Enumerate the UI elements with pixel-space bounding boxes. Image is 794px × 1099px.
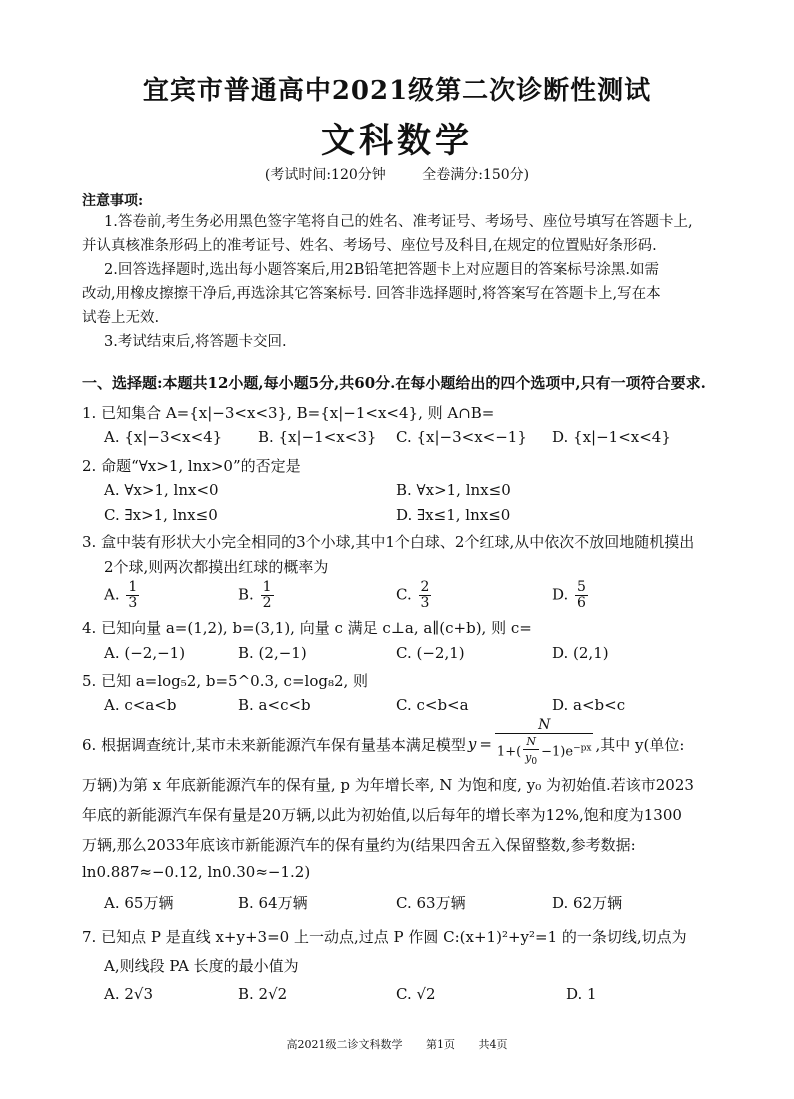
stem-text: 6. 根据调查统计,某市未来新能源汽车保有量基本满足模型: [82, 735, 466, 754]
option-d: D. 62万辆: [552, 894, 623, 912]
footer-doc: 高2021级二诊文科数学: [286, 1038, 403, 1051]
question-stem: 2. 命题“∀x>1, lnx>0”的否定是: [82, 457, 301, 475]
subject-title: 文科数学: [321, 121, 473, 161]
option-b: B. 2√2: [238, 985, 288, 1003]
fraction: [575, 580, 588, 611]
section-heading: 一、选择题:本题共12小题,每小题5分,共60分.在每小题给出的四个选项中,只有一项符合要求.: [82, 374, 706, 392]
fraction: [261, 580, 274, 611]
footer-page: 第1页: [426, 1038, 455, 1051]
denominator: 2: [262, 595, 272, 611]
exam-info: [0, 164, 794, 184]
question-stem: 4. 已知向量 a=(1,2), b=(3,1), 向量 c 满足 c⊥a, a∥(c+b), 则 c=: [82, 619, 532, 637]
footer-total: 共4页: [478, 1038, 508, 1051]
notice-line: 改动,用橡皮擦擦干净后,再选涂其它答案标号. 回答非选择题时,将答案写在答题卡上,写在本: [82, 286, 661, 302]
option-c: C. √2: [396, 985, 436, 1003]
option-a: A. 65万辆: [104, 894, 174, 912]
option-d: D. (2,1): [552, 644, 609, 662]
option-d: D. 1: [566, 985, 597, 1003]
page-footer: [0, 1036, 794, 1052]
notice-line: 2.回答选择题时,选出每小题答案后,用2B铅笔把答题卡上对应题目的答案标号涂黑.如需: [104, 262, 660, 278]
option-label: B.: [238, 585, 254, 604]
question-stem: 5. 已知 a=log₅2, b=5^0.3, c=log₈2, 则: [82, 672, 369, 690]
notice-line: 1.答卷前,考生务必用黑色签字笔将自己的姓名、准考证号、考场号、座位号填写在答题卡上,: [104, 214, 693, 230]
question-stem: A,则线段 PA 长度的最小值为: [104, 957, 299, 975]
option-b: B. a<c<b: [238, 696, 311, 714]
option-c: C. (−2,1): [396, 644, 465, 662]
option-c: C. 63万辆: [396, 894, 466, 912]
option-label: A.: [104, 585, 120, 604]
option-d: D. {x|−1<x<4}: [552, 428, 671, 446]
question-stem: 1. 已知集合 A={x|−3<x<3}, B={x|−1<x<4}, 则 A∩B=: [82, 404, 495, 422]
denominator: 6: [577, 595, 586, 611]
option-label: D.: [552, 585, 569, 604]
numerator: 2: [420, 579, 430, 595]
option-d: D. ∃x≤1, lnx≤0: [396, 506, 511, 524]
exam-score: 全卷满分:150分): [422, 167, 530, 183]
question-stem: ln0.887≈−0.12, ln0.30≈−1.2): [82, 863, 311, 881]
notice-heading: 注意事项:: [82, 193, 144, 209]
option-a: A. {x|−3<x<4}: [104, 428, 223, 446]
notice-line: 并认真核准条形码上的准考证号、姓名、考场号、座位号及科目,在规定的位置贴好条形码.: [82, 238, 657, 254]
numerator: 5: [577, 579, 586, 595]
notice-line: 试卷上无效.: [82, 310, 160, 326]
option-a: A. ∀x>1, lnx<0: [104, 481, 219, 499]
exam-title: 宜宾市普通高中2021级第二次诊断性测试: [142, 76, 652, 106]
stem-text: ,其中 y(单位:: [595, 735, 685, 754]
fraction: [126, 580, 139, 611]
option-a: A. c<a<b: [104, 696, 177, 714]
numerator: 1: [262, 579, 272, 595]
notice-line: 3.考试结束后,将答题卡交回.: [104, 334, 287, 350]
option-b: B. (2,−1): [238, 644, 307, 662]
option-a: A. 2√3: [104, 985, 154, 1003]
question-stem: 7. 已知点 P 是直线 x+y+3=0 上一动点,过点 P 作圆 C:(x+1)²+y²=1 的一条切线,切点为: [82, 928, 687, 946]
option-b: B. ∀x>1, lnx≤0: [396, 481, 511, 499]
option-c: C. {x|−3<x<−1}: [396, 428, 527, 446]
option-label: C.: [396, 585, 412, 604]
option-d: D. a<b<c: [552, 696, 626, 714]
option-d: [552, 580, 590, 611]
denominator: 3: [128, 595, 138, 611]
option-b: B. {x|−1<x<3}: [258, 428, 377, 446]
exam-time: (考试时间:120分钟: [264, 167, 386, 183]
option-b: B. 64万辆: [238, 894, 308, 912]
option-b: [238, 580, 276, 611]
question-stem: 2个球,则两次都摸出红球的概率为: [104, 558, 329, 576]
question-stem: 年底的新能源汽车保有量是20万辆,以此为初始值,以后每年的增长率为12%,饱和度为1300: [82, 806, 682, 824]
option-c: C. ∃x>1, lnx≤0: [104, 506, 218, 524]
denominator: 3: [420, 595, 430, 611]
numerator: 1: [128, 579, 138, 595]
option-c: C. c<b<a: [396, 696, 469, 714]
question-stem: 3. 盒中装有形状大小完全相同的3个小球,其中1个白球、2个红球,从中依次不放回地随机摸出: [82, 533, 695, 551]
question-stem: 万辆,那么2033年底该市新能源汽车的保有量约为(结果四舍五入保留整数,参考数据:: [82, 836, 636, 854]
model-formula: y = N 1+( $\frac{N}{y_0}$ $-1)e^{-px}$: [467, 717, 592, 768]
question-stem: [82, 717, 685, 768]
fraction: [419, 580, 432, 611]
option-a: A. (−2,−1): [104, 644, 186, 662]
option-c: [396, 580, 433, 611]
option-a: [104, 580, 141, 611]
question-stem: 万辆)为第 x 年底新能源汽车的保有量, p 为年增长率, N 为饱和度, y₀ 为初始值.若该市2023: [82, 776, 694, 794]
